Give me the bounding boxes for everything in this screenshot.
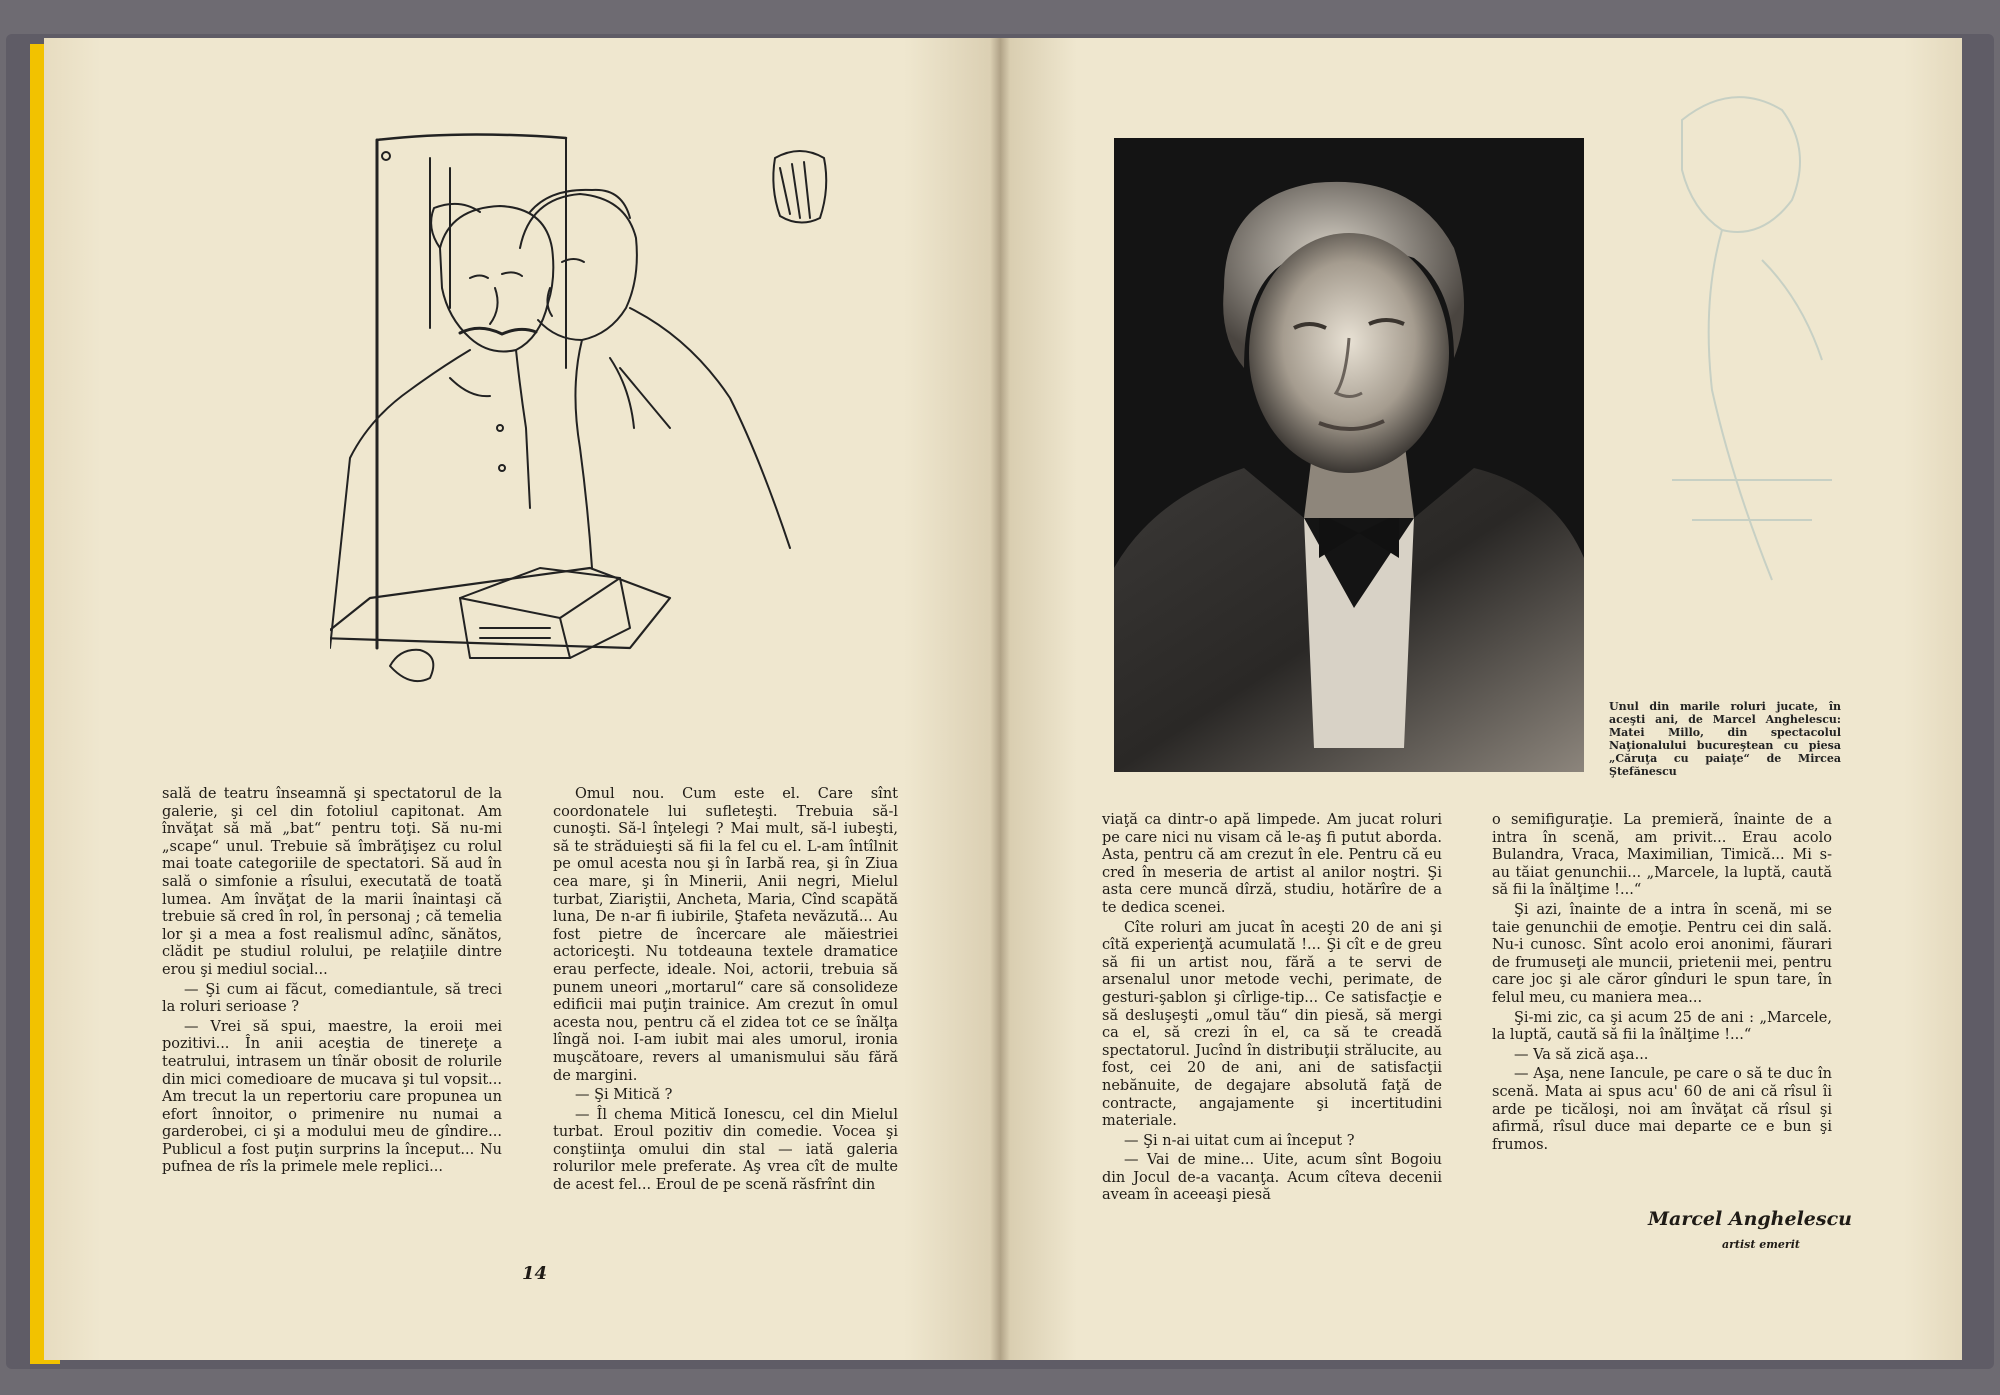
faded-sketch bbox=[1612, 60, 1852, 620]
paragraph: — Aşa, nene Iancule, pe care o să te duc în scenă. Mata ai spus acu' 60 de ani că rîsul îi arde pe ticăloşi, noi am învăţat că rîsul şi afirmă, rîsul duce mai departe ce e bun şi frumos. bbox=[1492, 1066, 1832, 1153]
right-column-2 bbox=[1492, 812, 1832, 1156]
page-number: 14 bbox=[522, 1263, 548, 1284]
photo-caption: Unul din marile roluri jucate, în aceşti ani, de Marcel Anghelescu: Matei Millo, din spectacolul Naţionalului bucureştean cu piesa „Căruţa cu paiaţe“ de Mircea Ştefănescu bbox=[1609, 700, 1841, 778]
portrait-photo bbox=[1114, 138, 1584, 772]
author-signature: Marcel Anghelescu bbox=[1648, 1208, 1852, 1230]
paragraph: Şi azi, înainte de a intra în scenă, mi se taie genunchii de emoţie. Pentru cei din sală. Nu-i cunosc. Sînt acolo eroi anonimi, făurari de frumuseţi ale muncii, prietenii mei, pentru care joc şi ale căror gînduri le spun tare, în felul meu, cu maniera mea... bbox=[1492, 901, 1832, 1006]
paragraph: — Şi cum ai făcut, comediantule, să treci la roluri serioase ? bbox=[162, 981, 502, 1016]
paragraph: — Vai de mine... Uite, acum sînt Bogoiu din Jocul de-a vacanţa. Acum cîteva decenii aveam în aceeaşi piesă bbox=[1102, 1152, 1442, 1204]
paragraph: sală de teatru înseamnă şi spectatorul de la galerie, şi cel din fotoliul capitonat. Am învăţat să mă „bat“ pentru toţi. Să nu-mi „scape“ unul. Trebuie să îmbrăţişez cu rolul mai toate categoriile de spectatori. Să aud în sală o simfonie a rîsului, executată de toată lumea. Am învăţat de la marii înaintaşi că trebuie să cred în rol, în personaj ; că temelia lor şi a mea a fost realismul adînc, sănătos, clădit pe studiul rolului, pe relaţiile dintre erou şi mediul social... bbox=[162, 786, 502, 978]
left-column-2 bbox=[553, 786, 898, 1197]
paragraph: o semifiguraţie. La premieră, înainte de a intra în scenă, am privit... Erau acolo Bulandra, Vraca, Maximilian, Timică... Mi s-au tăiat genunchii... „Marcele, la luptă, caută să fii la înălţime !...“ bbox=[1492, 812, 1832, 899]
paragraph: — Îl chema Mitică Ionescu, cel din Mielul turbat. Eroul pozitiv din comedie. Vocea şi conştiinţa omului din stal — iată galeria rolurilor mele preferate. Aş vrea cît de multe de acest fel... Eroul de pe scenă răsfrînt din bbox=[553, 1106, 898, 1194]
paragraph: — Şi n-ai uitat cum ai început ? bbox=[1124, 1132, 1355, 1149]
paragraph: — Vrei să spui, maestre, la eroii mei pozitivi... În anii aceştia de tinereţe a teatrului, intrasem un tînăr obosit de rolurile din mici comedioare de mucava şi tul vopsit... Am trecut la un repertoriu care propunea un efort înnoitor, o primenire nu numai a garderobei, ci şi a modului meu de gîndire... Publicul a fost puţin surprins la început... Nu pufnea de rîs la primele mele replici... bbox=[162, 1018, 502, 1176]
left-column-1 bbox=[162, 786, 502, 1179]
paragraph: Şi-mi zic, ca şi acum 25 de ani : „Marcele, la luptă, caută să fii la înălţime !...“ bbox=[1492, 1009, 1832, 1044]
paragraph: — Şi Mitică ? bbox=[575, 1087, 673, 1104]
paragraph: viaţă ca dintr-o apă limpede. Am jucat roluri pe care nici nu visam că le-aş fi putut aborda. Asta, pentru că am crezut în ele. Pentru că eu cred în meseria de artist al anilor noştri. Şi asta cere muncă dîrză, studiu, hotărîre de a te dedica scenei. bbox=[1102, 812, 1442, 916]
paragraph: Cîte roluri am jucat în aceşti 20 de ani şi cîtă experienţă acumulată !... Şi cît e de greu să fii un artist nou, fără a te servi de arsenalul unor metode vechi, perimate, de gesturi-şablon şi cîrlige-tip... Ce satisfacţie e să desluşeşti „omul tău“ din piesă, să mergi ca el, să crezi în el, ca să te creadă spectatorul. Jucînd în distribuţii strălucite, au fost, cei 20 de ani, ani de satisfacţii nebănuite, de degajare absolută faţă de contracte, angajamente şi incertitudini materiale. bbox=[1102, 919, 1442, 1130]
paragraph: — Va să zică aşa... bbox=[1514, 1046, 1649, 1063]
paragraph: Omul nou. Cum este el. Care sînt coordonatele lui sufleteşti. Trebuia să-l cunoşti. Să-l înţelegi ? Mai mult, să-l iubeşti, să te străduieşti să fii la fel cu el. L-am întîlnit pe omul acesta nou şi în Iarbă rea, şi în Ziua cea mare, şi în Minerii, Anii negri, Mielul turbat, Ziariştii, Ancheta, Maria, Cînd scapătă luna, De n-ar fi iubirile, Ştafeta nevăzută... Au fost pietre de încercare ale măiestriei actoriceşti. Nu totdeauna textele dramatice erau perfecte, ideale. Noi, actorii, trebuia să punem uneori „mortarul“ care să consolideze edificii mai puţin trainice. Am crezut în omul acesta nou, pentru că el zidea tot ce se înălţa lîngă noi. I-am iubit mai ales umorul, ironia muşcătoare, revers al umanismului său fără de margini. bbox=[553, 786, 898, 1084]
author-title: artist emerit bbox=[1722, 1238, 1800, 1251]
right-column-1 bbox=[1102, 812, 1442, 1207]
caricature-illustration bbox=[330, 128, 890, 728]
gutter bbox=[990, 38, 1010, 1360]
